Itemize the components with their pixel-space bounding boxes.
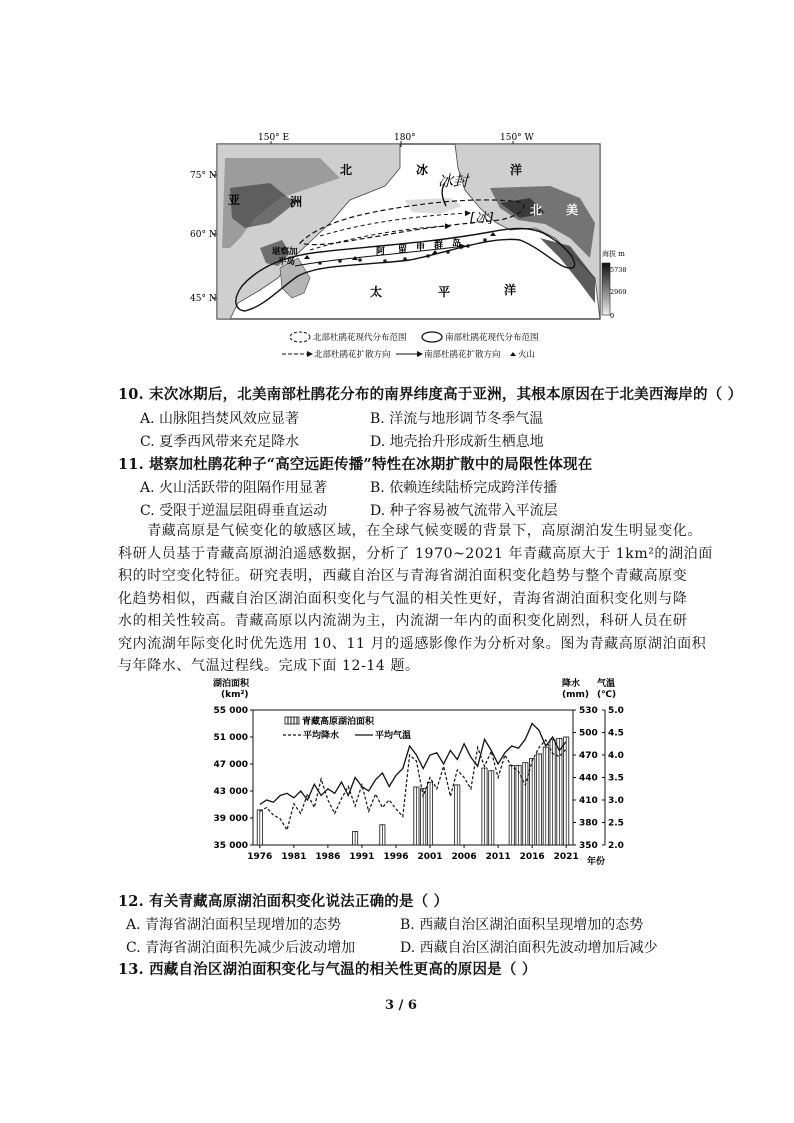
- q10-option-d: D. 地壳抬升形成新生栖息地: [370, 434, 544, 450]
- precip-tick-label: 410: [579, 796, 598, 806]
- temp-tick-label: 4.0: [608, 751, 624, 761]
- lake-area-bar: [543, 747, 548, 845]
- temp-tick-label: 3.0: [608, 796, 624, 806]
- lake-area-chart: [205, 675, 625, 875]
- left-tick-label: 43 000: [213, 787, 248, 797]
- handwritten-note-1: 冰封: [438, 172, 469, 190]
- lake-area-bar: [564, 737, 569, 845]
- passage: [118, 520, 758, 678]
- passage-line-7: 与年降水、气温过程线。完成下面 12-14 题。: [118, 658, 420, 674]
- lake-area-bar: [380, 825, 385, 845]
- passage-line-3: 积的时空变化特征。研究表明，西藏自治区与青海省湖泊面积变化趋势与整个青藏高原变: [118, 568, 688, 584]
- legend-south-direction: 南部杜鹃花扩散方向: [424, 350, 501, 360]
- lake-area-bar: [482, 768, 487, 845]
- temp-tick-label: 5.0: [608, 706, 624, 716]
- legend-precip: 平均降水: [303, 731, 340, 741]
- x-tick-label: 2016: [519, 852, 545, 862]
- page-number: 3 / 6: [385, 998, 417, 1013]
- lon-label-150e: 150° E: [258, 133, 290, 143]
- elev-tick-2969: 2969: [610, 288, 627, 296]
- label-tai: 太: [370, 285, 383, 299]
- aleutian-label-4: 群: [434, 241, 444, 251]
- lon-label-150w: 150° W: [500, 133, 534, 143]
- x-tick-label: 2021: [553, 852, 579, 862]
- left-tick-label: 39 000: [213, 814, 248, 824]
- temp-axis-title-2: (℃): [597, 690, 617, 700]
- lake-area-bar: [257, 810, 262, 845]
- label-yang1: 洋: [510, 163, 523, 177]
- x-tick-label: 1996: [383, 852, 409, 862]
- lake-area-bar: [489, 771, 494, 845]
- precip-tick-label: 530: [579, 706, 598, 716]
- left-axis-title-1: 湖泊面积: [213, 679, 250, 689]
- label-yang2: 洋: [504, 283, 517, 297]
- label-mei: 美: [566, 203, 579, 217]
- lake-area-bar: [530, 759, 535, 845]
- aleutian-label-2: 留: [398, 245, 408, 255]
- left-tick-label: 55 000: [213, 706, 248, 716]
- elev-tick-0: 0: [610, 312, 615, 320]
- temp-axis-title-1: 气温: [597, 679, 616, 689]
- x-tick-label: 1981: [281, 852, 307, 862]
- precip-tick-label: 500: [579, 728, 598, 739]
- q12-option-b: B. 西藏自治区湖泊面积呈现增加的态势: [400, 917, 644, 933]
- temp-tick-label: 2.0: [608, 841, 624, 851]
- precip-tick-label: 350: [579, 841, 598, 851]
- left-axis-title-2: (km²): [221, 690, 249, 700]
- q12-stem: 12. 有关青藏高原湖泊面积变化说法正确的是（ ）: [118, 893, 449, 910]
- left-tick-label: 35 000: [213, 841, 248, 851]
- x-tick-label: 2001: [417, 852, 443, 862]
- temp-tick-label: 2.5: [608, 818, 624, 829]
- q11-stem: 11. 堪察加杜鹃花种子“高空远距传播”特性在冰期扩散中的局限性体现在: [118, 456, 593, 473]
- temp-tick-label: 4.5: [608, 728, 624, 739]
- lake-area-bar: [523, 763, 528, 845]
- lake-area-bar: [509, 765, 514, 845]
- lake-area-bar: [427, 782, 432, 845]
- kamchatka-label-1: 堪察加: [272, 247, 298, 257]
- label-ya: 亚: [228, 193, 241, 207]
- aleutian-label-1: 阿: [376, 247, 386, 257]
- q12-option-a: A. 青海省湖泊面积呈现增加的态势: [126, 917, 342, 933]
- q12-option-d: D. 西藏自治区湖泊面积先波动增加后减少: [400, 940, 658, 956]
- lake-area-bar: [455, 785, 460, 845]
- x-tick-label: 2011: [485, 852, 511, 862]
- q10-option-a: A. 山脉阻挡焚风效应显著: [140, 411, 300, 427]
- aleutian-label-3: 申: [416, 243, 426, 253]
- x-tick-label: 1991: [349, 852, 375, 862]
- legend-north-direction: 北部杜鹃花扩散方向: [314, 350, 391, 360]
- q10-option-b: B. 洋流与地形调节冬季气温: [370, 411, 544, 427]
- elev-tick-5738: 5738: [610, 266, 627, 274]
- lon-label-180: 180°: [394, 133, 416, 143]
- q11-option-c: C. 受限于逆温层阻碍垂直运动: [140, 503, 328, 519]
- x-tick-label: 1976: [247, 852, 273, 862]
- x-axis-title: 年份: [587, 857, 606, 867]
- legend-north-range: 北部杜鹃花现代分布范围: [313, 333, 407, 343]
- left-tick-label: 47 000: [213, 760, 248, 770]
- passage-line-4: 化趋势相似，西藏自治区湖泊面积变化与气温的相关性更好，青海省湖泊面积变化则与降: [118, 590, 688, 607]
- precip-tick-label: 380: [579, 818, 598, 829]
- passage-line-5: 水的相关性较高。青藏高原以内流湖为主，内流湖一年内的面积变化剧烈，科研人员在研: [118, 613, 688, 629]
- lat-label-45n: 45° N: [190, 294, 217, 304]
- q10-option-c: C. 夏季西风带来充足降水: [140, 434, 300, 450]
- q11-option-d: D. 种子容易被气流带入平流层: [370, 503, 558, 519]
- elevation-title: 海拔 m: [602, 250, 625, 258]
- lake-area-bar: [516, 765, 521, 845]
- passage-line-1: 青藏高原是气候变化的敏感区域，在全球气候变暖的背景下，高原湖泊发生明显变化。: [118, 523, 702, 539]
- precip-axis-title-2: (mm): [562, 690, 589, 700]
- elevation-bar: [602, 263, 610, 315]
- legend-lake-area: 青藏高原湖泊面积: [302, 717, 375, 727]
- x-tick-label: 2006: [451, 852, 477, 862]
- lat-label-75n: 75° N: [190, 171, 217, 181]
- lake-area-bar: [414, 787, 419, 845]
- label-bei: 北: [340, 163, 353, 177]
- label-bing: 冰: [416, 163, 429, 177]
- left-tick-label: 51 000: [213, 733, 248, 743]
- legend-south-range: 南部杜鹃花现代分布范围: [445, 333, 539, 343]
- precip-axis-title-1: 降水: [562, 679, 581, 689]
- q11-option-b: B. 依赖连续陆桥完成跨洋传播: [370, 480, 558, 496]
- aleutian-label-5: 岛: [452, 239, 462, 249]
- passage-line-6: 究内流湖年际变化时优先选用 10、11 月的遥感影像作为分析对象。图为青藏高原湖泊面积: [118, 635, 707, 652]
- lake-area-bar: [353, 832, 358, 846]
- kamchatka-label-2: 半岛: [278, 257, 296, 267]
- map-legend: [282, 332, 539, 360]
- temp-tick-label: 3.5: [608, 773, 624, 784]
- lake-area-bar: [550, 740, 555, 845]
- label-ping: 平: [438, 285, 451, 299]
- precip-tick-label: 470: [579, 751, 598, 761]
- label-zhou: 洲: [290, 195, 303, 209]
- q13-stem: 13. 西藏自治区湖泊面积变化与气温的相关性更高的原因是（ ）: [118, 961, 537, 978]
- handwritten-note-2: [冰]: [470, 211, 494, 226]
- lake-area-bar: [536, 754, 541, 845]
- precip-tick-label: 440: [579, 773, 598, 784]
- legend-temp: 平均气温: [375, 731, 412, 741]
- label-bei2: 北: [530, 203, 543, 217]
- legend-volcano: 火山: [518, 350, 536, 360]
- passage-line-2: 科研人员基于青藏高原湖泊遥感数据，分析了 1970~2021 年青藏高原大于 1km²的湖泊面: [118, 545, 713, 562]
- x-tick-label: 1986: [315, 852, 341, 862]
- q10-stem: 10. 末次冰期后，北美南部杜鹃花分布的南界纬度高于亚洲，其根本原因在于北美西海岸的（ ）: [118, 386, 743, 403]
- lat-label-60n: 60° N: [190, 230, 217, 240]
- north-pacific-map: [190, 128, 627, 368]
- q12-option-c: C. 青海省湖泊面积先减少后波动增加: [126, 940, 356, 956]
- q11-option-a: A. 火山活跃带的阻隔作用显著: [140, 480, 328, 496]
